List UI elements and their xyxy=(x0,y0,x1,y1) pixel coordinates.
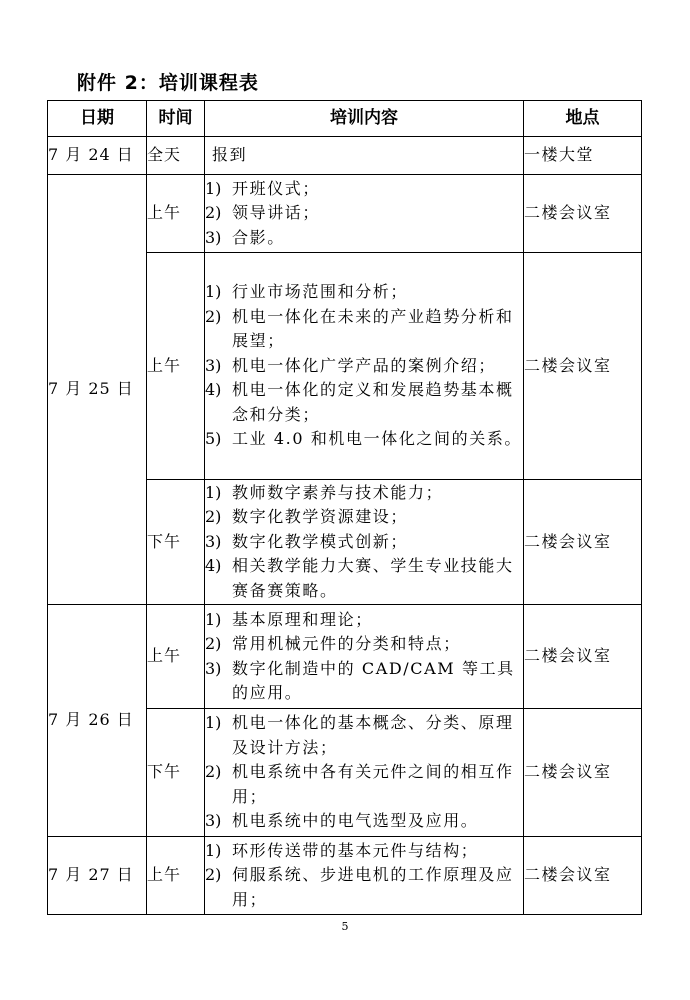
list-item xyxy=(205,505,523,530)
content-cell xyxy=(205,837,524,915)
table-row xyxy=(48,837,642,915)
content-text: 报到 xyxy=(212,145,248,165)
content-list xyxy=(205,608,523,706)
item-number: 5) xyxy=(205,429,222,449)
content-list xyxy=(205,280,523,452)
item-text: 工业 4.0 和机电一体化之间的关系。 xyxy=(232,429,523,449)
list-item xyxy=(205,657,523,706)
item-number: 3) xyxy=(205,811,222,831)
item-text: 机电一体化的基本概念、分类、原理及设计方法； xyxy=(232,713,514,757)
item-text: 相关教学能力大赛、学生专业技能大赛备赛策略。 xyxy=(232,556,514,600)
place-cell: 二楼会议室 xyxy=(524,253,642,480)
item-number: 2) xyxy=(205,507,222,527)
content-list xyxy=(205,711,523,834)
item-number: 3) xyxy=(205,658,222,678)
table-header-row xyxy=(48,101,642,137)
item-number: 1) xyxy=(205,178,222,198)
item-number: 3) xyxy=(205,227,222,247)
header-date: 日期 xyxy=(48,101,147,137)
item-text: 行业市场范围和分析； xyxy=(232,282,409,302)
item-text: 领导讲话； xyxy=(232,203,321,223)
time-cell: 上午 xyxy=(147,605,205,709)
content-cell xyxy=(205,175,524,253)
header-place: 地点 xyxy=(524,101,642,137)
list-item xyxy=(205,809,523,834)
table-row xyxy=(48,137,642,175)
time-cell: 下午 xyxy=(147,709,205,837)
item-number: 3) xyxy=(205,531,222,551)
item-text: 机电系统中各有关元件之间的相互作用； xyxy=(232,762,514,806)
page-title: 附件 2：培训课程表 xyxy=(77,72,259,94)
item-text: 常用机械元件的分类和特点； xyxy=(232,634,461,653)
date-cell: 7 月 27 日 xyxy=(48,837,147,915)
item-text: 机电一体化在未来的产业趋势分析和展望； xyxy=(232,306,514,351)
list-item xyxy=(205,354,523,379)
item-text: 合影。 xyxy=(232,227,285,247)
list-item xyxy=(205,177,523,202)
header-time: 时间 xyxy=(147,101,205,137)
schedule-table xyxy=(47,100,642,915)
item-number: 2) xyxy=(205,634,222,653)
item-text: 基本原理和理论； xyxy=(232,609,373,629)
item-text: 教师数字素养与技术能力； xyxy=(232,482,444,502)
content-list xyxy=(205,839,523,913)
content-list xyxy=(205,481,523,604)
date-cell: 7 月 25 日 xyxy=(48,175,147,605)
content-list xyxy=(205,177,523,251)
date-cell: 7 月 26 日 xyxy=(48,605,147,837)
content-cell xyxy=(205,605,524,709)
list-item xyxy=(205,608,523,633)
item-text: 开班仪式； xyxy=(232,178,321,198)
content-cell xyxy=(205,253,524,480)
item-text: 数字化教学资源建设； xyxy=(232,507,409,527)
item-text: 环形传送带的基本元件与结构； xyxy=(232,840,479,860)
item-text: 伺服系统、步进电机的工作原理及应用； xyxy=(232,865,514,909)
item-text: 机电一体化广学产品的案例介绍； xyxy=(232,355,497,375)
item-number: 2) xyxy=(205,865,222,885)
list-item xyxy=(205,427,523,452)
list-item xyxy=(205,481,523,506)
list-item xyxy=(205,632,523,657)
time-cell: 全天 xyxy=(147,137,205,175)
header-content: 培训内容 xyxy=(205,101,524,137)
content-cell xyxy=(205,709,524,837)
item-text: 数字化制造中的 CAD/CAM 等工具的应用。 xyxy=(232,658,515,702)
list-item xyxy=(205,378,523,427)
table-row xyxy=(48,605,642,709)
list-item xyxy=(205,280,523,305)
time-cell: 下午 xyxy=(147,480,205,605)
place-cell: 二楼会议室 xyxy=(524,837,642,915)
list-item xyxy=(205,226,523,251)
item-number: 2) xyxy=(205,762,222,782)
list-item xyxy=(205,554,523,603)
list-item xyxy=(205,201,523,226)
list-item xyxy=(205,839,523,864)
list-item xyxy=(205,711,523,760)
table-row xyxy=(48,175,642,253)
content-cell xyxy=(205,480,524,605)
page-number: 5 xyxy=(341,920,349,933)
item-number: 4) xyxy=(205,556,222,576)
item-number: 1) xyxy=(205,713,222,733)
place-cell: 二楼会议室 xyxy=(524,605,642,709)
item-number: 2) xyxy=(205,203,222,223)
list-item xyxy=(205,530,523,555)
content-cell xyxy=(205,137,524,175)
time-cell: 上午 xyxy=(147,175,205,253)
place-cell: 二楼会议室 xyxy=(524,480,642,605)
item-number: 4) xyxy=(205,380,222,400)
item-text: 数字化教学模式创新； xyxy=(232,531,409,551)
time-cell: 上午 xyxy=(147,253,205,480)
list-item xyxy=(205,863,523,912)
item-number: 1) xyxy=(205,609,222,629)
place-cell: 二楼会议室 xyxy=(524,709,642,837)
place-cell: 一楼大堂 xyxy=(524,137,642,175)
item-text: 机电一体化的定义和发展趋势基本概念和分类； xyxy=(232,380,514,424)
list-item xyxy=(205,305,523,354)
item-number: 1) xyxy=(205,840,222,860)
item-number: 1) xyxy=(205,282,222,302)
list-item xyxy=(205,760,523,809)
item-text: 机电系统中的电气选型及应用。 xyxy=(232,811,479,831)
date-cell: 7 月 24 日 xyxy=(48,137,147,175)
item-number: 3) xyxy=(205,355,222,375)
time-cell: 上午 xyxy=(147,837,205,915)
place-cell: 二楼会议室 xyxy=(524,175,642,253)
item-number: 1) xyxy=(205,482,222,502)
item-number: 2) xyxy=(205,306,222,326)
